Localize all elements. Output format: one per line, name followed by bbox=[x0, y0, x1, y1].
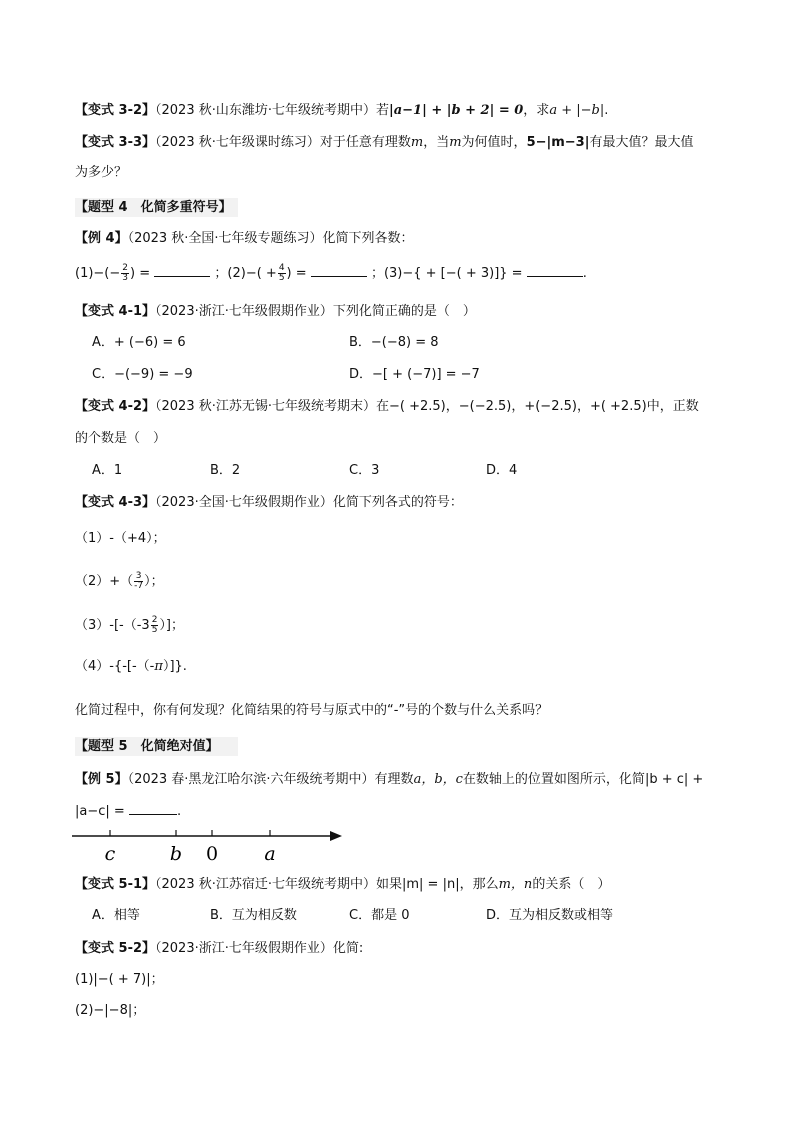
option-b[interactable]: B．2 bbox=[210, 463, 241, 478]
math-var: m bbox=[410, 135, 424, 150]
fraction bbox=[278, 264, 286, 283]
math-vars: m，n bbox=[498, 877, 533, 892]
math-expr: −( +2.5)，−(−2.5)，+(−2.5)，+( +2.5) bbox=[389, 399, 647, 414]
math-expr: ) = bbox=[130, 266, 151, 281]
example-4 bbox=[75, 230, 414, 248]
variant-tag: 【变式 5-2】 bbox=[75, 941, 156, 956]
label-a: a bbox=[264, 843, 276, 865]
source: （2023·浙江·七年级假期作业）化简: bbox=[155, 941, 364, 956]
math-expr: a + |−b| bbox=[549, 103, 605, 118]
variant-5-2-item2: (2)−|−8|； bbox=[75, 1003, 146, 1018]
fraction bbox=[134, 572, 143, 591]
fraction bbox=[151, 616, 159, 635]
text: ）]； bbox=[159, 618, 184, 633]
variant-3-3 bbox=[75, 134, 694, 152]
denominator: 5 bbox=[151, 625, 158, 635]
source: （2023 秋·江苏无锡·七年级统考期末）在 bbox=[155, 399, 389, 414]
section-header-type5: 【题型 5 化简绝对值】 bbox=[75, 737, 238, 756]
source: （2023 秋·山东潍坊·七年级统考期中）若 bbox=[155, 103, 389, 118]
source: （2023·全国·七年级假期作业）化简下列各式的符号： bbox=[155, 495, 463, 510]
text: （4）-{-[-（- bbox=[75, 659, 155, 674]
option-a[interactable]: A．1 bbox=[92, 463, 123, 478]
option-d[interactable]: D．−[ + (−7)] = −7 bbox=[349, 367, 480, 382]
variant-5-2-item1: (1)|−( + 7)|； bbox=[75, 972, 164, 987]
math-expr: |b + c| + bbox=[644, 772, 704, 787]
answer-blank[interactable] bbox=[311, 264, 367, 277]
answer-blank[interactable] bbox=[129, 802, 177, 815]
source: （2023 春·黑龙江哈尔滨·六年级统考期中）有理数 bbox=[127, 772, 414, 787]
variant-4-3-item1: （1）-（+4）； bbox=[75, 531, 166, 546]
pi-symbol: π bbox=[154, 659, 163, 674]
option-a[interactable]: A．+ (−6) = 6 bbox=[92, 335, 186, 350]
math-expr: |m| = |n| bbox=[402, 877, 460, 892]
text: 有最大值？最大值 bbox=[589, 135, 694, 150]
fraction bbox=[121, 264, 129, 283]
number-line-figure bbox=[72, 820, 352, 866]
option-c[interactable]: C．−(−9) = −9 bbox=[92, 367, 193, 382]
option-d[interactable]: D．4 bbox=[486, 463, 518, 478]
numerator: 4 bbox=[278, 263, 285, 273]
math-vars: a，b，c bbox=[413, 772, 463, 787]
source: （2023·浙江·七年级假期作业）下列化简正确的是（ ） bbox=[155, 304, 476, 319]
example-5-line2 bbox=[75, 802, 181, 821]
text: ，求 bbox=[523, 103, 550, 118]
math-expr: ) = bbox=[286, 266, 307, 281]
number-line-arrow bbox=[330, 831, 342, 841]
math-expr: ；(2)−( + bbox=[214, 266, 277, 281]
text: ）]}. bbox=[162, 659, 187, 674]
math-var: m bbox=[449, 135, 462, 150]
text: ，当 bbox=[423, 135, 450, 150]
variant-4-2 bbox=[75, 398, 699, 416]
math-expr: 5−|m−3| bbox=[526, 135, 590, 150]
variant-4-3-note: 化简过程中，你有何发现？化简结果的符号与原式中的“-”号的个数与什么关系吗？ bbox=[75, 703, 549, 718]
example-5 bbox=[75, 771, 703, 789]
variant-4-3 bbox=[75, 494, 463, 512]
label-b: b bbox=[169, 843, 183, 865]
example-tag: 【例 5】 bbox=[75, 772, 128, 787]
source: （2023 秋·全国·七年级专题练习）化简下列各数： bbox=[127, 231, 414, 246]
example-4-items bbox=[75, 264, 587, 283]
variant-5-1 bbox=[75, 876, 610, 894]
numerator: 3 bbox=[135, 571, 142, 581]
variant-4-3-item3 bbox=[75, 616, 184, 635]
section-header-type4: 【题型 4 化简多重符号】 bbox=[75, 198, 238, 217]
text: （2）+（ bbox=[75, 574, 134, 589]
variant-tag: 【变式 4-3】 bbox=[75, 495, 156, 510]
math-expr: |a−c| = bbox=[75, 804, 125, 819]
denominator: 5 bbox=[278, 273, 285, 283]
variant-3-3-line2: 为多少？ bbox=[75, 165, 128, 180]
variant-3-2 bbox=[75, 102, 608, 120]
denominator: -7 bbox=[134, 581, 144, 591]
text: 在数轴上的位置如图所示，化简 bbox=[462, 772, 645, 787]
variant-4-3-item4 bbox=[75, 658, 187, 676]
label-c: c bbox=[104, 843, 116, 865]
label-0: 0 bbox=[205, 843, 219, 865]
variant-tag: 【变式 3-2】 bbox=[75, 103, 156, 118]
text: （3）-[-（-3 bbox=[75, 618, 150, 633]
text: ）； bbox=[144, 574, 164, 589]
denominator: 3 bbox=[122, 273, 129, 283]
option-d[interactable]: D．互为相反数或相等 bbox=[486, 908, 614, 923]
option-b[interactable]: B．−(−8) = 8 bbox=[349, 335, 439, 350]
source: （2023 秋·七年级课时练习）对于任意有理数 bbox=[155, 135, 411, 150]
variant-4-1 bbox=[75, 303, 476, 321]
math-expr: (1)−(− bbox=[75, 266, 121, 281]
variant-4-2-line2: 的个数是（ ） bbox=[75, 431, 167, 446]
variant-tag: 【变式 4-2】 bbox=[75, 399, 156, 414]
option-b[interactable]: B．互为相反数 bbox=[210, 908, 297, 923]
variant-5-2 bbox=[75, 940, 363, 958]
math-expr: ；(3)−{ + [−( + 3)]} = bbox=[370, 266, 523, 281]
text: 为何值时， bbox=[461, 135, 527, 150]
answer-blank[interactable] bbox=[154, 264, 210, 277]
numerator: 2 bbox=[151, 615, 158, 625]
numerator: 2 bbox=[122, 263, 129, 273]
variant-tag: 【变式 4-1】 bbox=[75, 304, 156, 319]
source: （2023 秋·江苏宿迁·七年级统考期中）如果 bbox=[155, 877, 402, 892]
option-c[interactable]: C．3 bbox=[349, 463, 380, 478]
option-c[interactable]: C．都是 0 bbox=[349, 908, 410, 923]
text: ，那么 bbox=[459, 877, 499, 892]
text: . bbox=[582, 266, 587, 281]
math-expr: |a−1| + |b + 2| = 0 bbox=[389, 103, 524, 118]
variant-tag: 【变式 3-3】 bbox=[75, 135, 156, 150]
answer-blank[interactable] bbox=[527, 264, 583, 277]
option-a[interactable]: A．相等 bbox=[92, 908, 140, 923]
variant-tag: 【变式 5-1】 bbox=[75, 877, 156, 892]
example-tag: 【例 4】 bbox=[75, 231, 128, 246]
text: . bbox=[604, 103, 609, 118]
variant-4-3-item2 bbox=[75, 572, 164, 591]
text: 中，正数 bbox=[646, 399, 699, 414]
text: . bbox=[176, 804, 182, 819]
text: 的关系（ ） bbox=[532, 877, 611, 892]
